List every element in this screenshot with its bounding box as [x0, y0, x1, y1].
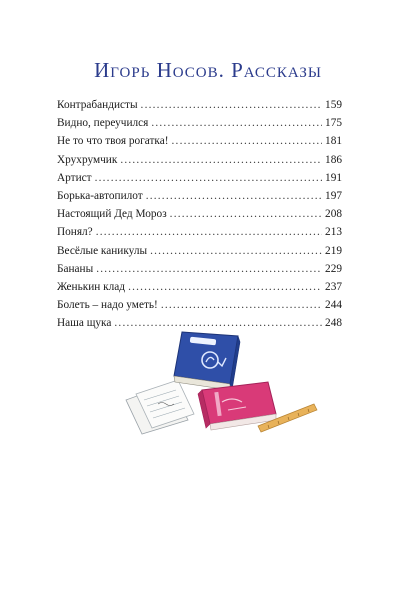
toc-leader-dots	[170, 205, 322, 223]
toc-entry-title: Хрухрумчик	[57, 153, 118, 166]
toc-entry-page: 229	[325, 262, 342, 275]
toc-entry	[57, 278, 342, 296]
toc-leader-dots	[96, 260, 322, 278]
toc-entry-page: 219	[325, 244, 342, 257]
toc-entry	[57, 223, 342, 241]
toc-leader-dots	[96, 223, 322, 241]
toc-entry	[57, 169, 342, 187]
toc-leader-dots	[172, 132, 323, 150]
blue-book-icon	[174, 332, 240, 390]
toc-entry	[57, 132, 342, 150]
toc-leader-dots	[146, 187, 322, 205]
toc-leader-dots	[150, 242, 322, 260]
toc-entry-page: 208	[325, 208, 342, 221]
toc-entry-title: Наша щука	[57, 317, 112, 330]
table-of-contents	[57, 96, 342, 332]
toc-entry	[57, 242, 342, 260]
toc-entry-page: 191	[325, 171, 342, 184]
toc-entry-page: 197	[325, 189, 342, 202]
toc-entry	[57, 260, 342, 278]
toc-entry-title: Бананы	[57, 262, 94, 275]
toc-entry-title: Понял?	[57, 226, 93, 239]
toc-entry-title: Артист	[57, 171, 92, 184]
toc-entry-page: 159	[325, 99, 342, 111]
toc-entry	[57, 296, 342, 314]
toc-entry-page: 186	[325, 153, 342, 166]
toc-entry-page: 237	[325, 280, 342, 293]
toc-entry-title: Настоящий Дед Мороз	[57, 208, 167, 221]
toc-entry-page: 244	[325, 299, 342, 312]
toc-leader-dots	[128, 278, 322, 296]
toc-leader-dots	[120, 151, 322, 169]
page-title: Игорь Носов. Рассказы	[94, 58, 322, 82]
toc-entry-title: Весёлые каникулы	[57, 244, 148, 257]
toc-entry-title: Не то что твоя рогатка!	[57, 135, 169, 148]
toc-entry	[57, 151, 342, 169]
toc-entry-title: Контрабандисты	[57, 99, 138, 111]
toc-leader-dots	[151, 114, 322, 132]
toc-entry-title: Женькин клад	[57, 280, 126, 293]
toc-leader-dots	[141, 96, 323, 114]
papers-icon	[126, 380, 194, 434]
toc-entry-page: 248	[325, 317, 342, 330]
toc-entry-page: 213	[325, 226, 342, 239]
toc-entry-page: 175	[325, 117, 342, 130]
toc-entry	[57, 96, 342, 114]
toc-leader-dots	[95, 169, 322, 187]
toc-leader-dots	[161, 296, 322, 314]
toc-entry-title: Видно, переучился	[57, 117, 149, 130]
toc-entry-page: 181	[325, 135, 342, 148]
toc-entry	[57, 205, 342, 223]
pink-book-icon	[198, 382, 276, 430]
school-supplies-illustration	[118, 328, 318, 438]
toc-entry	[57, 187, 342, 205]
toc-entry-title: Болеть – надо уметь!	[57, 299, 158, 312]
toc-entry-title: Борька-автопилот	[57, 189, 143, 202]
toc-entry	[57, 114, 342, 132]
